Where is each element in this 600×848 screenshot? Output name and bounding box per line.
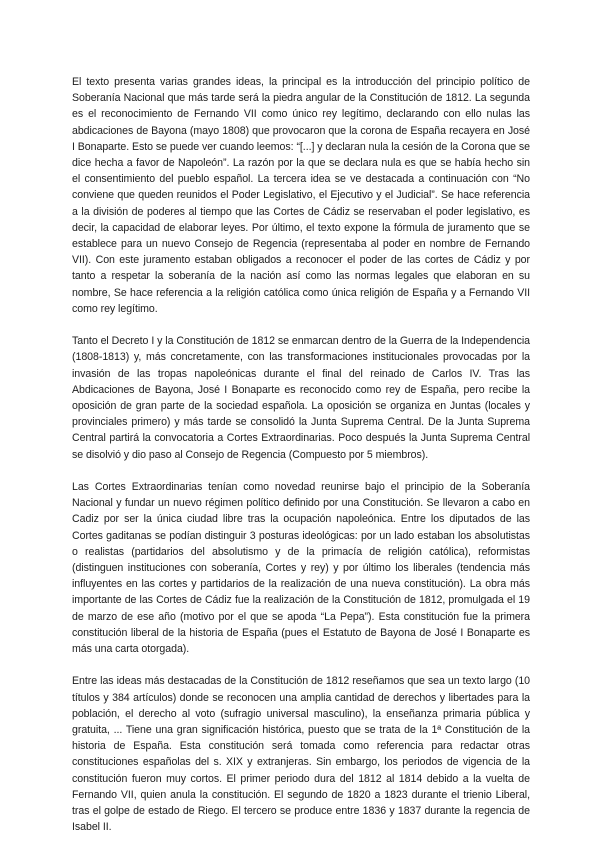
paragraph-historical-context: Tanto el Decreto I y la Constitución de 1812 se enmarcan dentro de la Guerra de la Independencia (1808-1813) y, más concretamente, con las transformaciones institucionales provocadas por la invasión de las tropas napoleónicas durante el final del reinado de Carlos IV. Tras las Abdicaciones de Bayona, José I Bonaparte es reconocido como rey de España, pero recibe la oposición de gran parte de la sociedad española. La oposición se organiza en Juntas (locales y provinciales primero) y más tarde se consolidó la Junta Suprema Central. De la Junta Suprema Central partirá la convocatoria a Cortes Extraordinarias. Poco después la Junta Suprema Central se disolvió y dio paso al Consejo de Regencia (Compuesto por 5 miembros).	[72, 335, 530, 461]
paragraph-constitution-1812: Entre las ideas más destacadas de la Constitución de 1812 reseñamos que sea un texto largo (10 títulos y 384 artículos) donde se reconocen una amplia cantidad de derechos y libertades para la población, el derecho al voto (sufragio universal masculino), la enseñanza primaria pública y gratuita, ... Tiene una gran significación histórica, puesto que se trata de la 1ª Constitución de la historia de España. Esta constitución será tomada como referencia para redactar otras constituciones españolas del s. XIX y extranjeras. Sin embargo, los periodos de vigencia de la constitución fueron muy cortos. El primer periodo dura del 1812 al 1814 debido a la vuelta de Fernando VII, quien anula la constitución. El segundo de 1820 a 1823 durante el trienio Liberal, tras el golpe de estado de Riego. El tercero se produce entre 1836 y 1837 durante la regencia de Isabel II.	[72, 675, 530, 834]
paragraph-principal-ideas: El texto presenta varias grandes ideas, la principal es la introducción del principio político de Soberanía Nacional que más tarde será la piedra angular de la Constitución de 1812. La segunda es el reconocimiento de Fernando VII como único rey legítimo, declarando con ello nulas las abdicaciones de Bayona (mayo 1808) que provocaron que la corona de España recayera en José I Bonaparte. Esto se puede ver cuando leemos: “[...] y declaran nula la cesión de la Corona que se dice hecha a favor de Napoleón”. La razón por la que se declara nula es que se había hecho sin el consentimiento del pueblo español. La tercera idea se ve destacada a continuación con “No conviene que queden reunidos el Poder Legislativo, el Ejecutivo y el Judicial”. Se hace referencia a la división de poderes al tiempo que las Cortes de Cádiz se reservaban el poder legislativo, es decir, la capacidad de elaborar leyes. Por último, el texto expone la fórmula de juramento que se establece para un nuevo Consejo de Regencia (representaba al poder en nombre de Fernando VII). Con este juramento estaban obligados a reconocer el poder de las cortes de Cádiz y por tanto a respetar la soberanía de la nación así como las normas legales que elaboran en su nombre, Se hace referencia a la religión católica como única religión de España y a Fernando VII como rey legítimo.	[72, 76, 530, 315]
paragraph-cortes-extraordinarias: Las Cortes Extraordinarias tenían como novedad reunirse bajo el principio de la Soberanía Nacional y fundar un nuevo régimen político definido por una Constitución. Se llevaron a cabo en Cadiz por ser la única ciudad libre tras la ocupación napoleónica. Entre los diputados de las Cortes gaditanas se podían distinguir 3 posturas ideológicas: por un lado estaban los absolutistas o realistas (partidarios del absolutismo y de la primacía de religión católica), reformistas (distinguen instituciones con soberanía, Cortes y rey) y por último los liberales (tendencia más influyentes en las cortes y partidarios de la realización de una nueva constitución). La obra más importante de las Cortes de Cádiz fue la realización de la Constitución de 1812, promulgada el 19 de marzo de ese año (motivo por el que se apoda “La Pepa”). Esta constitución fue la primera constitución liberal de la historia de España (pues el Estatuto de Bayona de José I Bonaparte es más una carta otorgada).	[72, 481, 530, 656]
document-body	[72, 74, 530, 836]
